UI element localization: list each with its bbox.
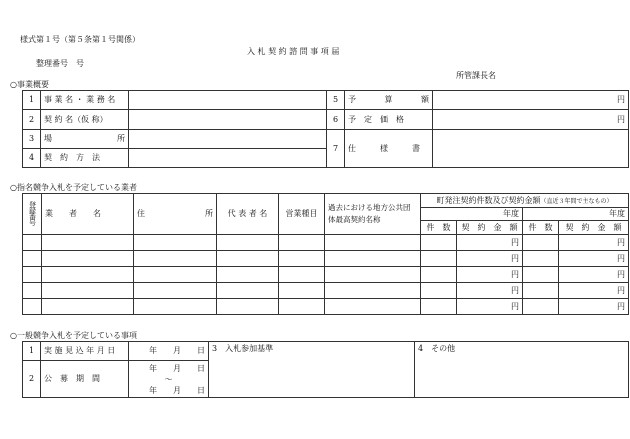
vendor-cell[interactable] [421, 283, 457, 299]
vendor-cell[interactable] [325, 299, 421, 315]
row-number: 4 [23, 149, 41, 168]
field-label: 予 定 価 格 [345, 110, 433, 130]
vendor-cell[interactable] [523, 235, 559, 251]
vendor-cell[interactable] [279, 267, 325, 283]
vendor-cell[interactable] [421, 299, 457, 315]
vendor-cell[interactable]: 円 [559, 283, 629, 299]
field-label: 契 約 名（仮 称） [41, 110, 129, 130]
serial-number: 整理番号 号 [36, 59, 84, 68]
participation-criteria[interactable]: 3 入札参加基準 [209, 342, 415, 398]
row-number: 1 [23, 342, 41, 361]
vendor-cell[interactable] [42, 267, 134, 283]
column-header: 住 所 [134, 194, 217, 235]
section-heading: ○一般競争入札を予定している事項 [10, 331, 137, 340]
vendor-cell[interactable] [279, 283, 325, 299]
vendor-cell[interactable]: 円 [559, 299, 629, 315]
row-number: 1 [23, 91, 41, 110]
vendor-cell[interactable] [23, 299, 42, 315]
vendor-cell[interactable] [279, 299, 325, 315]
general-bid-table [22, 341, 629, 398]
overview-table [22, 90, 629, 168]
column-header: 町発注契約件数及び契約金額（直近３年間で主なもの） [421, 194, 629, 208]
vendor-cell[interactable]: 円 [559, 267, 629, 283]
vendor-cell[interactable] [217, 251, 279, 267]
field-value[interactable] [129, 130, 327, 149]
year-header: 年度 [523, 208, 629, 221]
field-label: 実 施 見 込 年 月 日 [41, 342, 129, 361]
date-field[interactable]: 年 月 日 [129, 342, 209, 361]
vendor-cell[interactable] [23, 251, 42, 267]
field-label: 事 業 名 ・ 業 務 名 [41, 91, 129, 110]
vendor-cell[interactable] [134, 235, 217, 251]
vendor-cell[interactable]: 円 [457, 251, 523, 267]
vendor-cell[interactable] [23, 235, 42, 251]
column-header: 代 表 者 名 [217, 194, 279, 235]
field-value[interactable]: 円 [433, 91, 629, 110]
row-number: 5 [327, 91, 345, 110]
vendor-cell[interactable] [42, 235, 134, 251]
row-number: 2 [23, 361, 41, 398]
form-label: 様式第１号（第５条第１号関係） [20, 35, 140, 44]
vendor-cell[interactable] [42, 251, 134, 267]
vendor-cell[interactable] [421, 235, 457, 251]
field-label: 仕 様 書 [345, 130, 433, 168]
vendor-row [23, 235, 629, 251]
column-header: 過去における地方公共団体最高契約名称 [325, 194, 421, 235]
vendor-cell[interactable] [421, 267, 457, 283]
row-number: 3 [23, 130, 41, 149]
row-number: 7 [327, 130, 345, 168]
field-value[interactable]: 円 [433, 110, 629, 130]
vendor-row [23, 251, 629, 267]
manager-name: 所管課長名 [456, 71, 496, 80]
vendor-cell[interactable] [217, 235, 279, 251]
field-label: 公 募 期 間 [41, 361, 129, 398]
section-heading: ○事業概要 [10, 80, 49, 89]
period-field[interactable]: 年 月 日 ～ 年 月 日 [129, 361, 209, 398]
column-header: 登録番号 [23, 194, 42, 235]
field-label: 予 算 額 [345, 91, 433, 110]
vendor-cell[interactable] [23, 267, 42, 283]
vendor-cell[interactable] [325, 283, 421, 299]
vendor-cell[interactable] [23, 283, 42, 299]
field-value[interactable] [129, 110, 327, 130]
vendor-cell[interactable] [523, 299, 559, 315]
vendor-cell[interactable] [217, 299, 279, 315]
vendor-cell[interactable] [217, 267, 279, 283]
column-header: 件 数 [523, 221, 559, 235]
vendor-cell[interactable] [325, 267, 421, 283]
vendor-cell[interactable] [134, 267, 217, 283]
field-value[interactable] [129, 91, 327, 110]
vendor-cell[interactable] [421, 251, 457, 267]
field-label: 契 約 方 法 [41, 149, 129, 168]
field-label: 場 所 [41, 130, 129, 149]
vendor-cell[interactable]: 円 [457, 235, 523, 251]
vendor-cell[interactable] [325, 235, 421, 251]
vendor-cell[interactable] [134, 299, 217, 315]
vendor-cell[interactable] [523, 251, 559, 267]
column-header: 件 数 [421, 221, 457, 235]
vendor-cell[interactable] [325, 251, 421, 267]
vendor-cell[interactable]: 円 [559, 235, 629, 251]
vendor-cell[interactable]: 円 [457, 267, 523, 283]
row-number: 2 [23, 110, 41, 130]
page-title: 入 札 契 約 諮 問 事 項 届 [247, 47, 340, 56]
year-header: 年度 [421, 208, 523, 221]
column-header: 営業種目 [279, 194, 325, 235]
vendor-cell[interactable] [523, 283, 559, 299]
other-notes[interactable]: 4 その他 [415, 342, 629, 398]
vendor-cell[interactable]: 円 [457, 299, 523, 315]
column-header: 契 約 金 額 [457, 221, 523, 235]
vendor-cell[interactable] [134, 251, 217, 267]
vendor-cell[interactable]: 円 [559, 251, 629, 267]
vendor-cell[interactable] [217, 283, 279, 299]
section-heading: ○指名競争入札を予定している業者 [10, 183, 137, 192]
vendor-table [22, 193, 629, 315]
vendor-cell[interactable] [42, 283, 134, 299]
column-header: 契 約 金 額 [559, 221, 629, 235]
vendor-cell[interactable]: 円 [457, 283, 523, 299]
vendor-row [23, 283, 629, 299]
vendor-row [23, 267, 629, 283]
field-value[interactable] [129, 149, 327, 168]
vendor-cell[interactable] [134, 283, 217, 299]
field-value[interactable] [433, 130, 629, 168]
vendor-cell[interactable] [42, 299, 134, 315]
vendor-cell[interactable] [279, 235, 325, 251]
vendor-row [23, 299, 629, 315]
vendor-cell[interactable] [523, 267, 559, 283]
row-number: 6 [327, 110, 345, 130]
vendor-cell[interactable] [279, 251, 325, 267]
column-header: 業 者 名 [42, 194, 134, 235]
